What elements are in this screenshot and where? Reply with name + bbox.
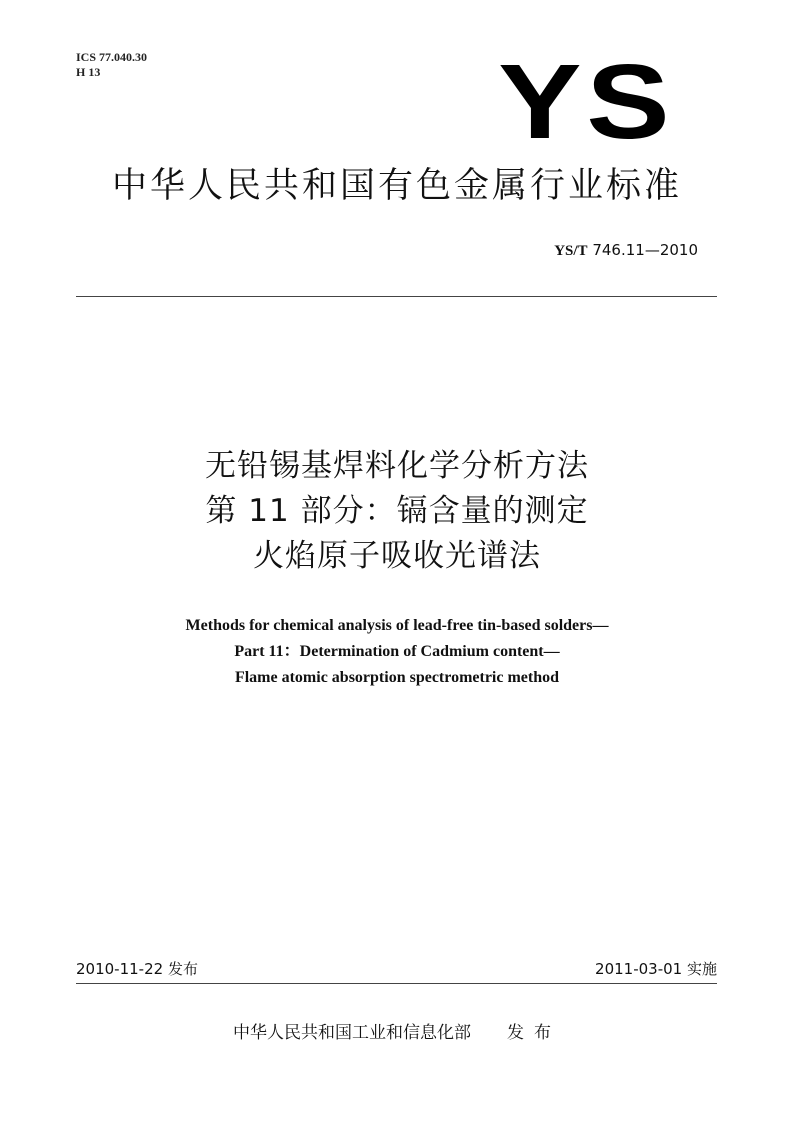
ics-code: ICS 77.040.30 [76,50,148,64]
english-title-line-3: Flame atomic absorption spectrometric method [234,669,560,686]
classification-codes [76,50,147,80]
chinese-title-line-2: 第 11 部分：镉含量的测定 [205,493,589,529]
chinese-title-line-1: 无铅锡基焊料化学分析方法 [205,448,589,484]
ccs-code: H 13 [76,65,101,79]
english-title-line-1: Methods for chemical analysis of lead-free tin-based solders— [185,617,609,634]
issuer-name: 中华人民共和国工业和信息化部 [233,1023,471,1043]
issue-date: 2010-11-22 发布 [76,960,198,978]
chinese-title-line-3: 火焰原子吸收光谱法 [253,538,541,574]
standard-number [554,240,698,261]
standard-prefix: YS/T [554,243,588,259]
bottom-divider [76,983,717,984]
organization-title: 中华人民共和国有色金属行业标准 [111,166,682,206]
issuer-action: 发布 [507,1023,561,1043]
english-title [0,613,794,691]
issuer [0,1021,794,1045]
ys-logo: YS [497,43,674,161]
effective-date: 2011-03-01 实施 [595,960,717,978]
top-divider [76,296,717,297]
english-title-line-2: Part 11：Determination of Cadmium content— [234,643,560,660]
chinese-title [0,444,794,579]
standard-code: 746.11—2010 [592,241,698,259]
